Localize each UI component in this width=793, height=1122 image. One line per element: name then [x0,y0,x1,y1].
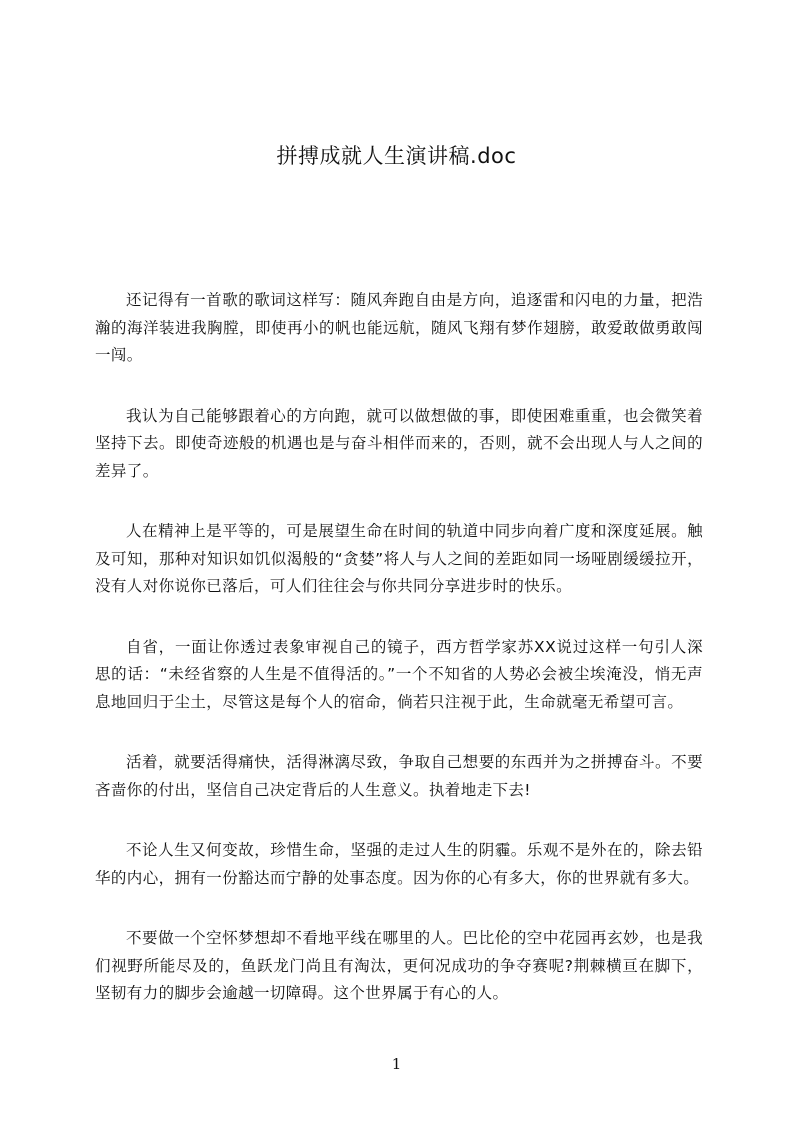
paragraph-1: 还记得有一首歌的歌词这样写：随风奔跑自由是方向，追逐雷和闪电的力量，把浩瀚的海洋装进我胸膛，即使再小的帆也能远航，随风飞翔有梦作翅膀，敢爱敢做勇敢闯一闯。 [95,291,703,364]
paragraph-7: 不要做一个空怀梦想却不看地平线在哪里的人。巴比伦的空中花园再玄妙，也是我们视野所能尽及的，鱼跃龙门尚且有淘汰，更何况成功的争夺赛呢?荆棘横亘在脚下，坚韧有力的脚步会逾越一切障碍。这个世界属于有心的人。 [95,929,703,1002]
paragraph-3: 人在精神上是平等的，可是展望生命在时间的轨道中同步向着广度和深度延展。触及可知，那种对知识如饥似渴般的“贪婪”将人与人之间的差距如同一场哑剧缓缓拉开，没有人对你说你已落后，可人们往往会与你共同分享进步时的快乐。 [95,522,703,595]
paragraph-2: 我认为自己能够跟着心的方向跑，就可以做想做的事，即使困难重重，也会微笑着坚持下去。即使奇迹般的机遇也是与奋斗相伴而来的，否则，就不会出现人与人之间的差异了。 [95,406,703,480]
document-body [95,287,703,1041]
document-title: 拼搏成就人生演讲稿.doc [276,144,517,168]
paragraph-6: 不论人生又何变故，珍惜生命，坚强的走过人生的阴霾。乐观不是外在的，除去铅华的内心，拥有一份豁达而宁静的处事态度。因为你的心有多大，你的世界就有多大。 [95,841,703,887]
paragraph-5: 活着，就要活得痛快，活得淋漓尽致，争取自己想要的东西并为之拼搏奋斗。不要吝啬你的付出，坚信自己决定背后的人生意义。执着地走下去! [95,753,703,799]
paragraph-4: 自省，一面让你透过表象审视自己的镜子，西方哲学家苏XX说过这样一句引人深思的话：“未经省察的人生是不值得活的。”一个不知省的人势必会被尘埃淹没，悄无声息地回归于尘土，尽管这是每个人的宿命，倘若只注视于此，生命就毫无希望可言。 [95,637,703,711]
page-number: 1 [391,1055,402,1073]
